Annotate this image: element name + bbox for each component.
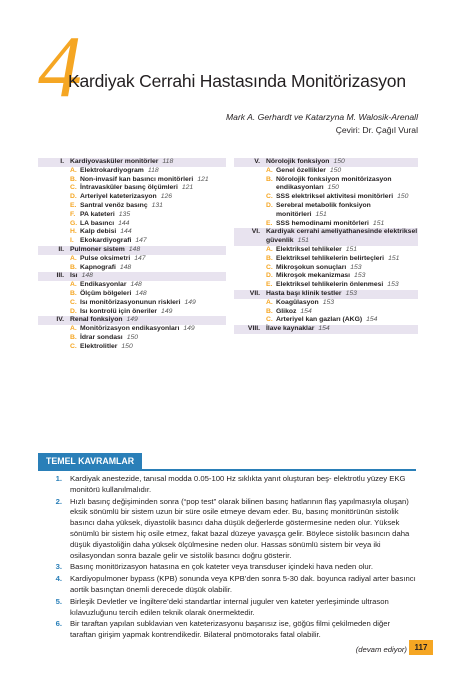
toc-section-label: Hasta başı klinik testler: [266, 289, 342, 297]
toc-sub-label: Ekokardiyografi: [80, 237, 132, 245]
toc-section-body: [70, 316, 226, 325]
toc-sub-page: 151: [315, 210, 327, 218]
toc-sub-page: 153: [322, 298, 335, 306]
key-concept-number: 1.: [55, 474, 62, 483]
toc-section-label: Isı: [70, 272, 78, 280]
toc-sub-page: 153: [350, 263, 362, 271]
toc-sub-body: [276, 246, 418, 255]
toc-sub-letter: C.: [70, 342, 77, 350]
toc-sub-page: 151: [372, 219, 385, 227]
toc-section-page: 149: [126, 316, 138, 324]
toc-sub-label: Elektriksel tehlikelerin belirteçleri: [276, 254, 385, 262]
toc-section-label: Renal fonksiyon: [70, 316, 123, 324]
toc-sub-body: [80, 299, 226, 308]
key-concept-number: 5.: [55, 596, 62, 606]
toc-sub-label: İntravasküler basınç ölçümleri: [80, 184, 178, 192]
toc-sub-letter: B.: [266, 307, 273, 315]
toc-section-body: [266, 290, 418, 299]
toc-sub-letter: C.: [70, 184, 77, 192]
toc-section-page: 150: [333, 158, 345, 165]
toc-sub-label: Glikoz: [276, 307, 297, 315]
toc-sub-label: Elektrolitler: [80, 342, 118, 350]
toc-left-column: [38, 158, 226, 352]
toc-subsection: [38, 343, 226, 352]
chapter-translator: Çeviri: Dr. Çağıl Vural: [335, 125, 418, 135]
key-concept-number: 6.: [55, 619, 62, 629]
toc-sub-letter: B.: [70, 175, 77, 183]
toc-sub-letter: A.: [70, 254, 77, 262]
key-concept-number: 2.: [55, 496, 62, 506]
toc-sub-page: 153: [354, 272, 366, 280]
toc-sub-letter: E.: [70, 201, 77, 209]
toc-section-number: VIII.: [247, 325, 260, 333]
toc-sub-page: 154: [300, 307, 312, 315]
toc-sub-body: [276, 193, 418, 202]
toc-section: [38, 316, 226, 325]
key-concept-text: Basınç monitörizasyon hatasına en çok kateter veya transduser içindeki hava neden olur.: [70, 562, 373, 572]
chapter-number: 4: [38, 19, 82, 116]
toc-section-page: 154: [318, 325, 330, 333]
toc-sub-page: 149: [184, 298, 196, 306]
toc-subsection: [234, 255, 418, 264]
toc-sub-body: [276, 272, 418, 281]
key-concept-text: Kardiyopulmoner bypass (KPB) sonunda veya KPB’den sonra 5-30 dak. boyunca radiyal arter basıncı aortik basınçtan önemli derecede düşük olabilir.: [70, 574, 416, 594]
toc-subsection: [234, 193, 418, 202]
toc-sub-letter: B.: [70, 333, 77, 341]
toc-sub-label: Arteriyel kan gazları (AKG): [276, 316, 363, 324]
toc-sub-page: 121: [197, 175, 209, 183]
toc-section-page: 148: [81, 272, 93, 280]
toc-subsection: [234, 176, 418, 194]
toc-subsection: [38, 237, 226, 246]
toc-sub-page: 148: [130, 281, 142, 289]
toc-sub-letter: B.: [266, 254, 273, 262]
toc-sub-page: 148: [119, 263, 132, 271]
toc-section: [234, 228, 418, 246]
key-concept-text: Hızlı basınç değişiminden sonra (“pop test” olarak bilinen basınç hatlarının flaş yapılmasıyla oluşan) eksik sönümlü bir sistem uzun bir süre osile etmeye devam eder. Bu, basınç monitörünün sistolik basıncı daha yüksek, diyastolik basıncı daha düşük değerlerde göstermesine neden olur. Yüksek sönümlü bir sistem hiç osile etmez, fakat bazal düzeye yavaşça gelir. Böylece sistolik basıncın daha düşük diyastoliğin daha yüksek ölçülmesine neden olur. Hassas sönümlü sistem bir veya iki osilasyondan sonra bazale gelir ve sistolik basıncı doğru gösterir.: [70, 496, 410, 560]
toc-sub-page: 153: [387, 281, 399, 289]
toc-subsection: [38, 255, 226, 264]
toc-subsection: [38, 308, 226, 317]
toc-sub-label: Mikroşok mekanizması: [276, 272, 351, 280]
toc-section-page: 148: [128, 245, 141, 253]
toc-sub-page: 118: [147, 166, 159, 174]
toc-sub-body: [276, 299, 418, 308]
toc-section: [38, 246, 226, 255]
toc-sub-page: 151: [345, 245, 358, 253]
toc-sub-label: SSS hemodinami monitörleri: [276, 219, 369, 227]
toc-sub-label: LA basıncı: [80, 219, 115, 227]
toc-sub-page: 144: [120, 228, 132, 236]
toc-sub-body: [276, 255, 418, 264]
toc-section-body: [266, 228, 418, 246]
toc-section: [234, 290, 418, 299]
toc-sub-label: Santral venöz basınç: [80, 201, 148, 209]
toc-sub-page: 150: [397, 193, 409, 201]
toc-sub-letter: A.: [266, 298, 273, 306]
toc-sub-body: [80, 281, 226, 290]
toc-subsection: [38, 220, 226, 229]
key-concept-text: Bir taraftan yapılan subklavian ven kateterizasyonu başarısız ise, göğüs filmi çekilmeden diğer taraftan girişim yapmak kontrendikedir. Bilateral pnömotoraks fatal olabilir.: [70, 619, 391, 640]
toc-section-label: Kardiyovasküler monitörler: [70, 158, 159, 165]
toc-section-page: 153: [345, 289, 357, 297]
continued-note: (devam ediyor): [355, 645, 407, 654]
toc-sub-letter: C.: [266, 263, 273, 271]
toc-section-number: III.: [56, 272, 64, 280]
toc-sub-letter: A.: [70, 281, 77, 289]
toc-sub-body: [80, 220, 226, 229]
chapter-authors: Mark A. Gerhardt ve Katarzyna M. Walosik-Arenall: [226, 112, 418, 122]
toc-subsection: [38, 211, 226, 220]
toc-sub-page: 150: [126, 333, 139, 341]
toc-sub-body: [80, 211, 226, 220]
toc-section-body: [266, 325, 418, 334]
toc-subsection: [234, 202, 418, 220]
toc-sub-body: [80, 343, 226, 352]
toc-sub-body: [80, 202, 226, 211]
key-concept-text: Kardiyak anestezide, tanısal modda 0.05-100 Hz sıklıkta yanıt oluşturan beş- elektrotlu yüzey EKG monitörü kullanılmalıdır.: [70, 474, 406, 494]
toc-right-column: [234, 158, 418, 334]
toc-sub-body: [276, 308, 418, 317]
key-concept-item: [38, 574, 416, 596]
toc-sub-letter: G.: [70, 219, 78, 227]
toc-sub-label: Arteriyel kateterizasyon: [80, 193, 157, 201]
toc-sub-page: 150: [327, 184, 339, 192]
toc-sub-letter: C.: [266, 193, 273, 201]
toc-sub-page: 151: [388, 254, 400, 262]
toc-subsection: [234, 272, 418, 281]
toc-sub-letter: A.: [266, 245, 273, 253]
toc-section: [38, 158, 226, 167]
key-concept-text: Birleşik Devletler ve İngiltere’deki standartlar internal juguler ven kateter yerleşiminde ultrason kılavuzluğunu tercih edilen teknik olarak önermektedir.: [70, 596, 389, 617]
toc-section-label: İlave kaynaklar: [266, 325, 315, 333]
key-concept-number: 3.: [55, 562, 62, 572]
toc-sub-page: 150: [121, 342, 133, 350]
toc-sub-label: Ölçüm bölgeleri: [80, 289, 132, 297]
toc-subsection: [234, 281, 418, 290]
toc-section-number: II.: [58, 245, 64, 253]
key-concepts-heading: TEMEL KAVRAMLAR: [38, 453, 142, 469]
toc-sub-label: Pulse oksimetri: [80, 254, 131, 262]
toc-sub-page: 150: [329, 166, 342, 174]
key-concept-item: [38, 597, 416, 619]
toc-sub-page: 121: [181, 184, 194, 192]
toc-sub-body: [80, 193, 226, 202]
toc-sub-body: [276, 316, 418, 325]
toc-subsection: [234, 316, 418, 325]
key-concept-item: [38, 497, 416, 562]
toc-sub-label: Isı kontrolü için öneriler: [80, 307, 158, 315]
key-concepts-header: [38, 453, 416, 471]
toc-sub-letter: A.: [70, 166, 77, 174]
toc-section-number: VII.: [249, 289, 260, 297]
toc-subsection: [38, 325, 226, 334]
toc-sub-body: [276, 264, 418, 273]
toc-subsection: [234, 246, 418, 255]
toc-sub-letter: E.: [266, 219, 273, 227]
toc-sub-label: SSS elektriksel aktivitesi monitörleri: [276, 193, 394, 201]
key-concept-item: [38, 562, 416, 573]
toc-sub-letter: D.: [266, 272, 273, 280]
toc-sub-letter: B.: [70, 289, 77, 297]
toc-section-label: Pulmoner sistem: [70, 245, 125, 253]
toc-subsection: [38, 202, 226, 211]
toc-sub-letter: H.: [70, 228, 77, 236]
key-concept-item: [38, 474, 416, 496]
toc-sub-label: PA kateteri: [80, 210, 115, 218]
toc-section-label: Kardiyak cerrahi ameliyathanesinde elektriksel güvenlik: [266, 228, 418, 245]
toc-subsection: [234, 308, 418, 317]
toc-sub-body: [80, 308, 226, 317]
toc-sub-label: Koagülasyon: [276, 298, 319, 306]
toc-section-number: IV.: [56, 316, 64, 324]
toc-section: [234, 158, 418, 167]
toc-section-number: V.: [254, 158, 260, 165]
toc-sub-page: 144: [118, 219, 130, 227]
key-concepts-list: [38, 474, 416, 642]
toc-sub-body: [276, 202, 418, 220]
toc-sub-label: Monitörizasyon endikasyonları: [80, 325, 180, 333]
toc-sub-label: Mikroşokun sonuçları: [276, 263, 347, 271]
toc-sub-body: [80, 167, 226, 176]
toc-sub-body: [80, 184, 226, 193]
toc-subsection: [38, 193, 226, 202]
toc-sub-label: Serebral metabolik fonksiyon monitörleri: [276, 201, 371, 218]
toc-section: [234, 325, 418, 334]
toc-sub-body: [80, 325, 226, 334]
toc-sub-letter: B.: [70, 263, 77, 271]
toc-sub-letter: E.: [266, 281, 273, 289]
toc-subsection: [234, 299, 418, 308]
toc-section-number: I.: [60, 158, 64, 165]
toc-sub-label: Elektriksel tehlikeler: [276, 245, 342, 253]
toc-subsection: [234, 220, 418, 229]
toc-sub-label: Non-invasif kan basıncı monitörleri: [80, 175, 194, 183]
toc-sub-letter: C.: [266, 316, 273, 324]
key-concept-item: [38, 619, 416, 641]
toc-sub-body: [80, 255, 226, 264]
toc-subsection: [38, 167, 226, 176]
toc-sub-body: [80, 228, 226, 237]
toc-section-body: [266, 158, 418, 167]
toc-sub-label: Endikasyonlar: [80, 281, 127, 289]
toc-sub-letter: A.: [266, 166, 273, 174]
toc-section-page: 118: [162, 158, 174, 165]
toc-sub-label: İdrar sondası: [80, 333, 123, 341]
chapter-title: Kardiyak Cerrahi Hastasında Monitörizasyon: [68, 71, 406, 91]
toc-sub-letter: C.: [70, 298, 77, 306]
toc-sub-letter: I.: [70, 237, 74, 245]
toc-sub-letter: A.: [70, 325, 77, 333]
toc-sub-body: [276, 220, 418, 229]
toc-subsection: [38, 228, 226, 237]
toc-sub-letter: D.: [70, 307, 77, 315]
toc-sub-letter: D.: [266, 201, 273, 209]
toc-sub-label: Elektriksel tehlikelerin önlenmesi: [276, 281, 384, 289]
toc-section-body: [70, 158, 226, 167]
toc-sub-page: 149: [161, 307, 173, 315]
toc-section: [38, 272, 226, 281]
toc-sub-body: [276, 281, 418, 290]
toc-sub-label: Isı monitörizasyonunun riskleri: [80, 298, 181, 306]
toc-sub-body: [80, 290, 226, 299]
toc-subsection: [234, 167, 418, 176]
toc-subsection: [38, 290, 226, 299]
toc-sub-page: 126: [160, 193, 173, 201]
toc-sub-page: 147: [134, 254, 146, 262]
toc-sub-body: [276, 176, 418, 194]
toc-subsection: [38, 264, 226, 273]
toc-sub-label: Nörolojik fonksiyon monitörizasyon endikasyonları: [276, 175, 392, 192]
key-concept-number: 4.: [55, 574, 62, 584]
toc-sub-page: 148: [135, 289, 147, 297]
toc-section-body: [70, 246, 226, 255]
toc-sub-page: 135: [118, 210, 131, 218]
toc-sub-page: 147: [135, 237, 147, 245]
toc-subsection: [234, 264, 418, 273]
toc-section-body: [70, 272, 226, 281]
toc-sub-label: Elektrokardiyogram: [80, 166, 144, 174]
toc-sub-label: Kapnografi: [80, 263, 116, 271]
toc-subsection: [38, 299, 226, 308]
toc-sub-body: [80, 264, 226, 273]
toc-sub-body: [80, 237, 226, 246]
toc-sub-letter: F.: [70, 210, 76, 218]
toc-section-number: VI.: [251, 228, 260, 236]
toc-sub-page: 149: [183, 325, 195, 333]
toc-subsection: [38, 334, 226, 343]
toc-sub-label: Kalp debisi: [80, 228, 117, 236]
toc-sub-letter: D.: [70, 193, 77, 201]
toc-sub-body: [276, 167, 418, 176]
toc-sub-label: Genel özellikler: [276, 166, 326, 174]
toc-subsection: [38, 184, 226, 193]
toc-subsection: [38, 281, 226, 290]
toc-sub-body: [80, 334, 226, 343]
page-number: 117: [409, 640, 433, 655]
toc-sub-letter: B.: [266, 175, 273, 183]
toc-section-page: 151: [297, 237, 309, 245]
toc-sub-page: 154: [366, 316, 378, 324]
toc-sub-page: 131: [151, 201, 163, 209]
toc-section-label: Nörolojik fonksiyon: [266, 158, 330, 165]
